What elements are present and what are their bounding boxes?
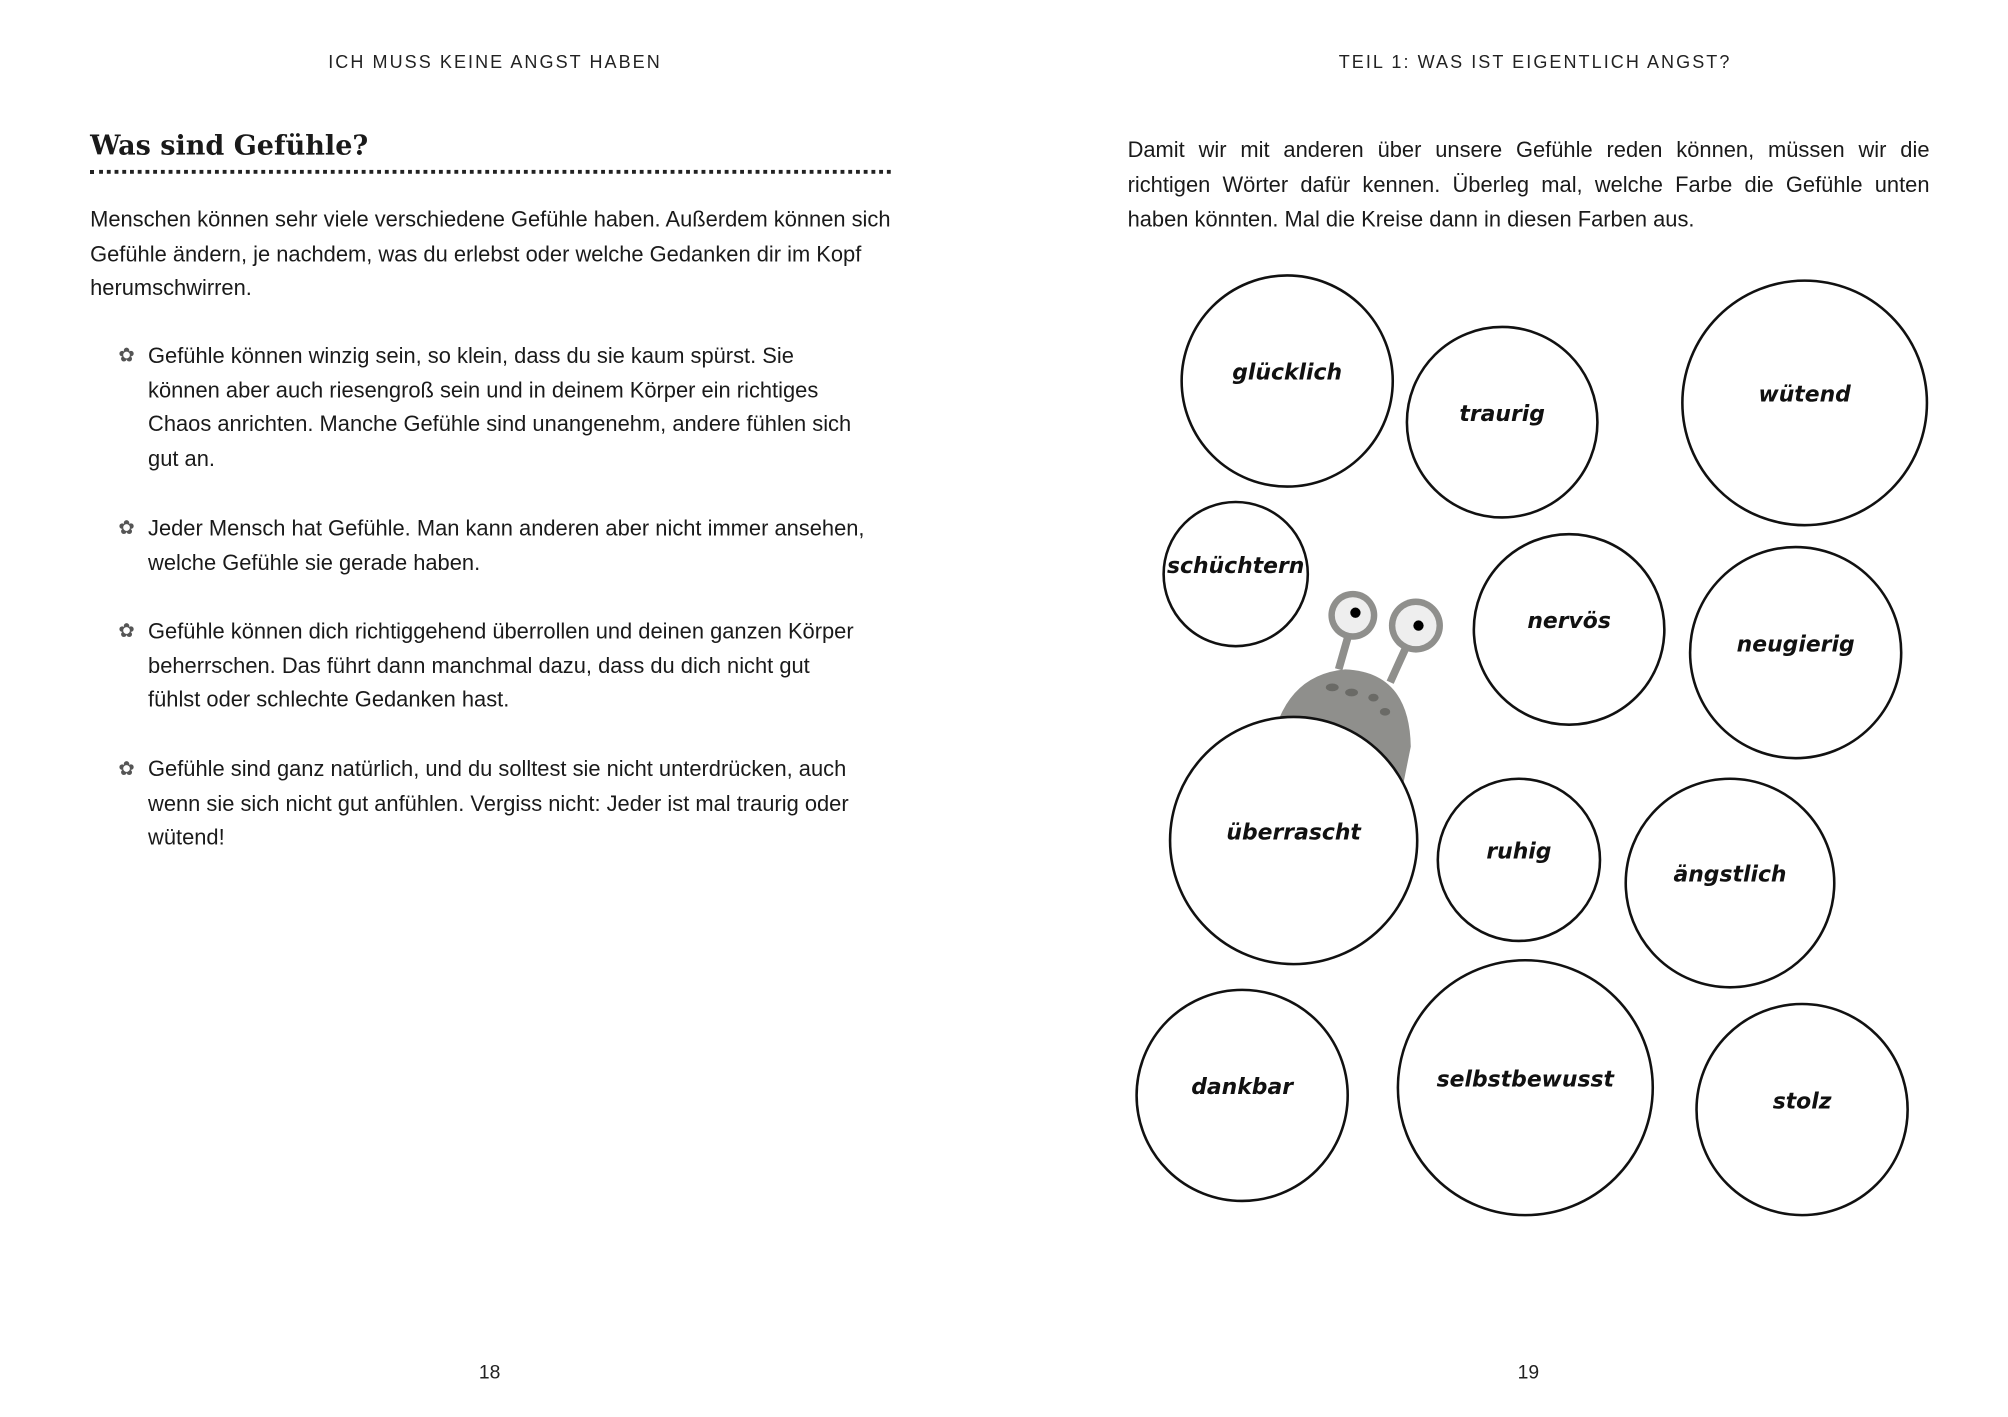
feeling-circle-ueberrascht[interactable]: überrascht [1169,716,1419,966]
left-running-head: ICH MUSS KEINE ANGST HABEN [328,51,662,73]
flower-icon: ✿ [118,758,135,781]
dotted-divider [90,170,891,174]
feeling-circle-schuechtern[interactable]: schüchtern [1162,501,1309,648]
intro-paragraph: Menschen können sehr viele verschiedene Gefühle haben. Außerdem können sich Gefühle ändern, je nachdem, was du erlebst oder welche Gedanken dir im Kopf herumschwirren. [90,207,891,301]
feeling-circle-ruhig[interactable]: ruhig [1437,777,1602,942]
page-title: Was sind Gefühle? [90,128,369,161]
flower-icon: ✿ [118,517,135,540]
right-page-number: 19 [1517,1361,1540,1384]
feeling-circle-wuetend[interactable]: wütend [1681,279,1928,526]
feeling-circle-selbstbewusst[interactable]: selbstbewusst [1397,959,1654,1216]
feeling-circle-gluecklich[interactable]: glücklich [1180,274,1394,488]
exercise-instructions: Damit wir mit anderen über unsere Gefühle reden können, müssen wir die richtigen Wörter dafür kennen. Überleg mal, welche Farbe die Gefühle unten haben könnten. Mal die Kreise dann in diesen Farben aus. [1127,137,1930,232]
feeling-circle-stolz[interactable]: stolz [1695,1003,1909,1217]
flower-icon: ✿ [118,620,135,643]
list-item: ✿ Gefühle können winzig sein, so klein, dass du sie kaum spürst. Sie können aber auch riesengroß sein und in deinem Körper ein richtiges Chaos anrichten. Manche Gefühle sind unangenehm, andere fühlen sich gut an. [118,340,865,477]
right-running-head: TEIL 1: WAS IST EIGENTLICH ANGST? [1338,51,1732,73]
left-page-number: 18 [478,1361,501,1384]
list-item: ✿ Gefühle sind ganz natürlich, und du solltest sie nicht unterdrücken, auch wenn sie sich nicht gut anfühlen. Vergiss nicht: Jeder ist mal traurig oder wütend! [118,753,865,856]
list-item: ✿ Jeder Mensch hat Gefühle. Man kann anderen aber nicht immer ansehen, welche Gefühle sie gerade haben. [118,512,865,581]
flower-icon: ✿ [118,344,135,367]
feeling-circle-traurig[interactable]: traurig [1406,326,1599,519]
feeling-circle-aengstlich[interactable]: ängstlich [1624,777,1835,988]
list-item: ✿ Gefühle können dich richtiggehend überrollen und deinen ganzen Körper beherrschen. Das führt dann manchmal dazu, dass du dich nicht gut fühlst oder schlechte Gedanken hast. [118,615,865,718]
feeling-circle-nervoes[interactable]: nervös [1473,533,1666,726]
feeling-circle-neugierig[interactable]: neugierig [1689,546,1903,760]
feeling-circle-dankbar[interactable]: dankbar [1135,989,1349,1203]
